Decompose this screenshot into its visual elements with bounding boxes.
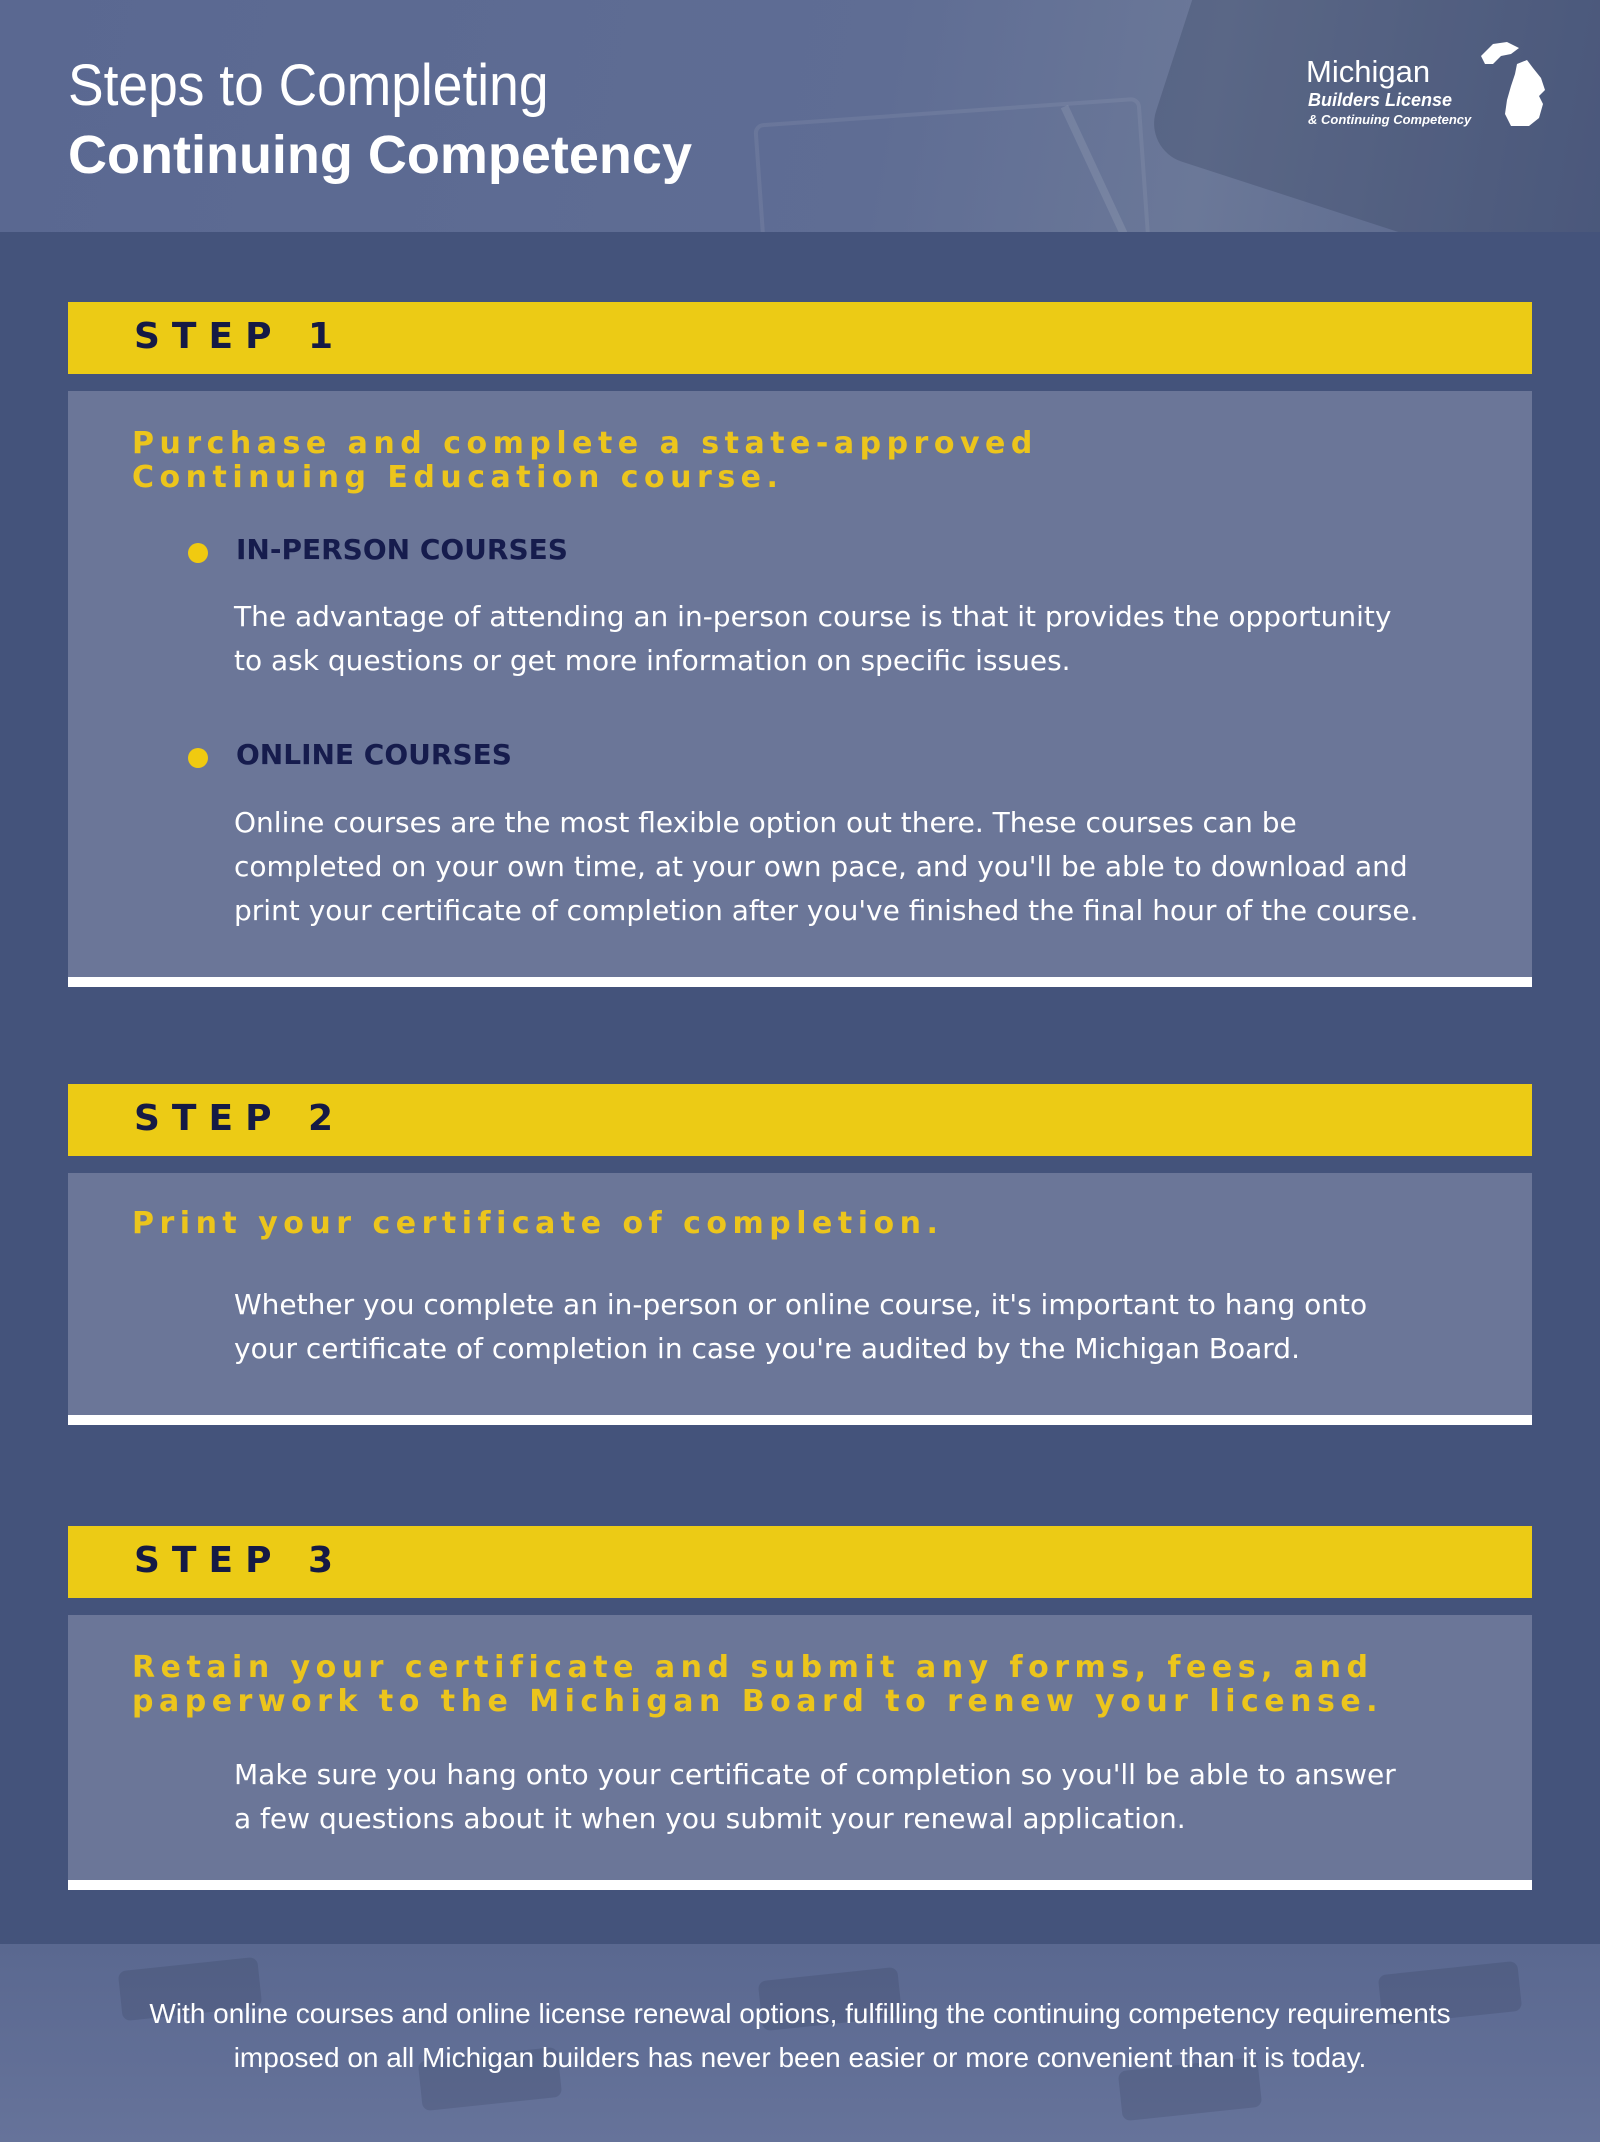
online-text-line3: print your certificate of completion after you've finished the final hour of the course. <box>234 894 1419 927</box>
online-text-line2: completed on your own time, at your own pace, and you'll be able to download and <box>234 850 1408 883</box>
step-1-panel <box>68 391 1532 987</box>
step-2-label: STEP 2 <box>134 1098 346 1139</box>
step-1-heading-line1: Purchase and complete a state-approved <box>132 426 1038 461</box>
brand-logo[interactable] <box>1306 34 1566 134</box>
step-3-bar <box>68 1526 1532 1598</box>
page-title-line1: Steps to Completing <box>68 53 549 118</box>
logo-text-michigan: Michigan <box>1306 54 1431 89</box>
bullet-title-online: ONLINE COURSES <box>236 738 512 771</box>
step-3-heading-line1: Retain your certificate and submit any forms, fees, and <box>132 1650 1374 1685</box>
bullet-dot-icon <box>188 748 208 768</box>
page-footer <box>0 1944 1600 2142</box>
step-3-heading-line2: paperwork to the Michigan Board to renew your license. <box>132 1684 1384 1719</box>
step-3-text-line2: a few questions about it when you submit your renewal application. <box>234 1802 1186 1835</box>
page-header <box>0 0 1600 232</box>
bullet-title-in-person: IN-PERSON COURSES <box>236 533 568 566</box>
page-title-line2: Continuing Competency <box>68 125 692 185</box>
logo-text-continuing-competency: & Continuing Competency <box>1308 112 1472 127</box>
in-person-text-line1: The advantage of attending an in-person course is that it provides the opportunity <box>234 600 1392 633</box>
footer-text-line1: With online courses and online license renewal options, fulfilling the continuing competency requirements <box>149 1998 1451 2029</box>
footer-text-line2: imposed on all Michigan builders has never been easier or more convenient than it is today. <box>233 2042 1367 2073</box>
step-2-panel <box>68 1173 1532 1425</box>
bullet-dot-icon <box>188 543 208 563</box>
michigan-state-outline-icon <box>1471 34 1561 130</box>
in-person-text-line2: to ask questions or get more information on specific issues. <box>234 644 1071 677</box>
step-1-label: STEP 1 <box>134 316 346 357</box>
step-2-bar <box>68 1084 1532 1156</box>
step-1-heading-line2: Continuing Education course. <box>132 460 784 495</box>
step-3-panel <box>68 1615 1532 1890</box>
step-2-heading: Print your certificate of completion. <box>132 1206 944 1241</box>
logo-text-builders-license: Builders License <box>1308 90 1453 110</box>
footer-text <box>0 1992 1600 2080</box>
online-text-line1: Online courses are the most flexible option out there. These courses can be <box>234 806 1297 839</box>
step-2-text-line2: your certificate of completion in case you're audited by the Michigan Board. <box>234 1332 1300 1365</box>
step-3-text-line1: Make sure you hang onto your certificate of completion so you'll be able to answer <box>234 1758 1396 1791</box>
step-1-bar <box>68 302 1532 374</box>
step-2-text-line1: Whether you complete an in-person or online course, it's important to hang onto <box>234 1288 1368 1321</box>
step-3-label: STEP 3 <box>134 1540 346 1581</box>
